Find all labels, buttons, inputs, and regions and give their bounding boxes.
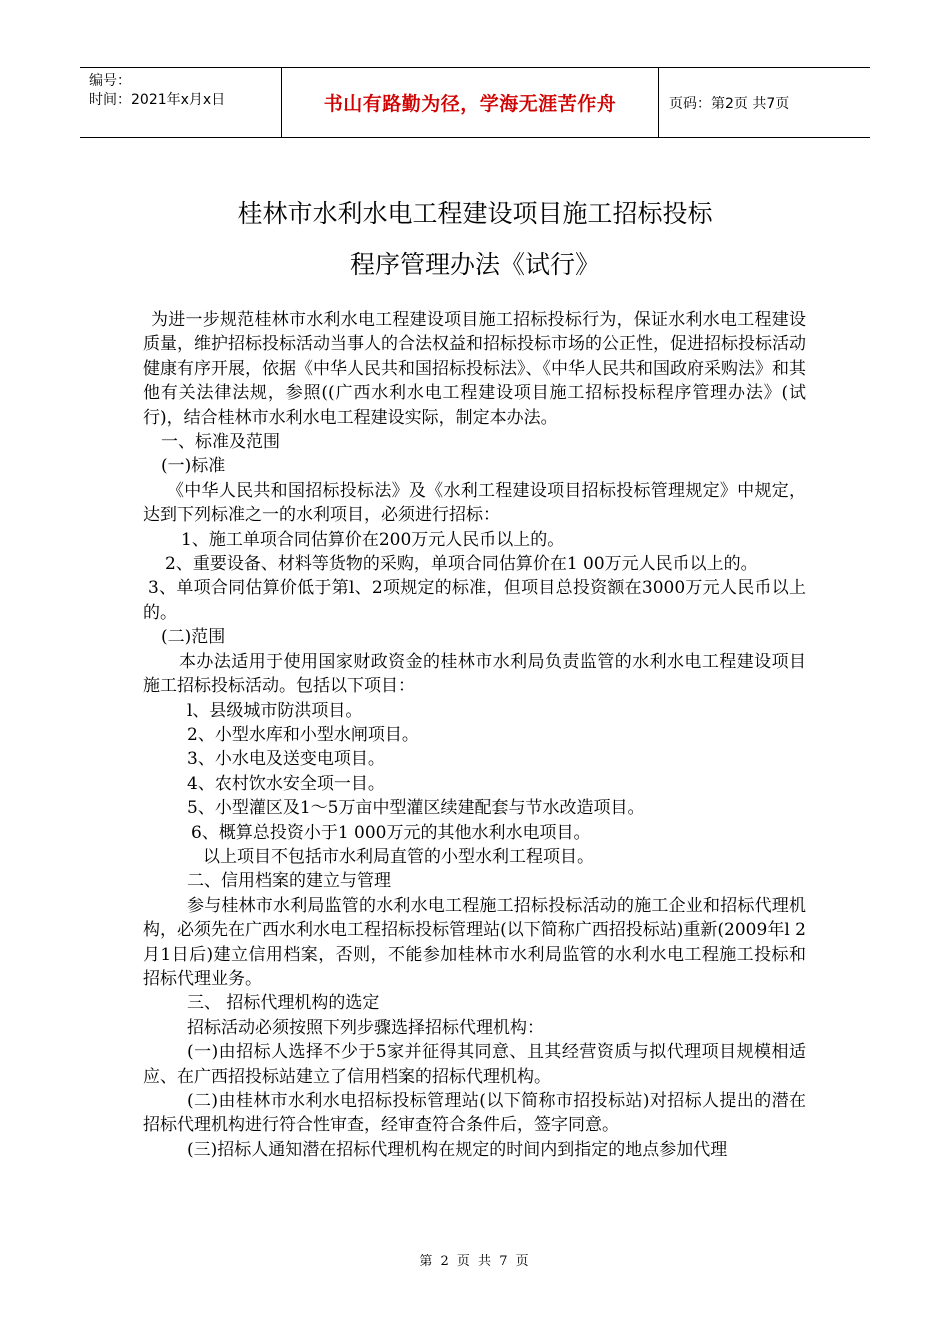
paragraph: 2、小型水库和小型水闸项目。 [187,724,419,745]
date-label: 时间：2021年x月x日 [89,92,226,108]
page-number-label: 页码：第2页 共7页 [669,95,790,112]
page-footer: 第 2 页 共 7 页 [419,1254,531,1269]
paragraph: 参与桂林市水利局监管的水利水电工程施工招标投标活动的施工企业和招标代理机构，必须先在广西水利水电工程招标投标管理站(以下简称广西招投标站)重新(2009年l 2月1日后)建立信用档案，否则，不能参加桂林市水利局监管的水利水电工程施工投标和招标代理业务。 [143,895,806,989]
paragraph: 6、概算总投资小于1 000万元的其他水利水电项目。 [191,822,591,843]
paragraph: (二)由桂林市水利水电招标投标管理站(以下简称市招投标站)对招标人提出的潜在招标代理机构进行符合性审查，经审查符合条件后，签字同意。 [143,1091,806,1136]
motto: 书山有路勤为径，学海无涯苦作舟 [281,68,659,137]
document-title-line-1: 桂林市水利水电工程建设项目施工招标投标 [237,199,713,228]
paragraph: l、县级城市防洪项目。 [187,700,363,721]
paragraph: 三、 招标代理机构的选定 [187,993,380,1014]
paragraph: 4、农村饮水安全项一目。 [187,773,385,794]
paragraph: 《中华人民共和国招标投标法》及《水利工程建设项目招标投标管理规定》中规定，达到下列标准之一的水利项目，必须进行招标： [143,480,806,526]
paragraph: 3、单项合同估算价低于第l、2项规定的标准，但项目总投资额在3000万元人民币以上的。 [143,578,806,623]
header-left-cell [80,68,281,137]
paragraph: (一)由招标人选择不少于5家并征得其同意、且其经营资质与拟代理项目规模相适应、在广西招投标站建立了信用档案的招标代理机构。 [143,1042,806,1087]
paragraph: 2、重要设备、材料等货物的采购，单项合同估算价在1 00万元人民币以上的。 [165,554,758,575]
paragraph: (一)标准 [161,456,226,477]
document-body [143,308,806,1162]
document-title-line-2: 程序管理办法《试行》 [349,250,600,279]
paragraph: 招标活动必须按照下列步骤选择招标代理机构： [187,1017,544,1038]
paragraph: 一、标准及范围 [161,432,280,453]
paragraph: 本办法适用于使用国家财政资金的桂林市水利局负责监管的水利水电工程建设项目施工招标投标活动。包括以下项目： [143,651,806,697]
paragraph: 3、小水电及送变电项目。 [187,749,385,770]
paragraph: 以上项目不包括市水利局直管的小型水利工程项目。 [203,846,594,867]
number-label: 编号： [89,73,131,89]
page-header [80,67,870,138]
paragraph: 二、信用档案的建立与管理 [187,871,391,892]
paragraph: (二)范围 [161,627,226,648]
paragraph: (三)招标人通知潜在招标代理机构在规定的时间内到指定的地点参加代理 [187,1139,728,1160]
paragraph: 为进一步规范桂林市水利水电工程建设项目施工招标投标行为，保证水利水电工程建设质量，维护招标投标活动当事人的合法权益和招标投标市场的公正性，促进招标投标活动健康有序开展，依据《中华人民共和国招标投标法》、《中华人民共和国政府采购法》和其他有关法律法规，参照((广西水利水电工程建设项目施工招标投标程序管理办法》(试行)，结合桂林市水利水电工程建设实际，制定本办法。 [143,310,806,428]
paragraph: 5、小型灌区及1～5万亩中型灌区续建配套与节水改造项目。 [187,798,645,819]
paragraph: 1、施工单项合同估算价在200万元人民币以上的。 [181,529,565,550]
